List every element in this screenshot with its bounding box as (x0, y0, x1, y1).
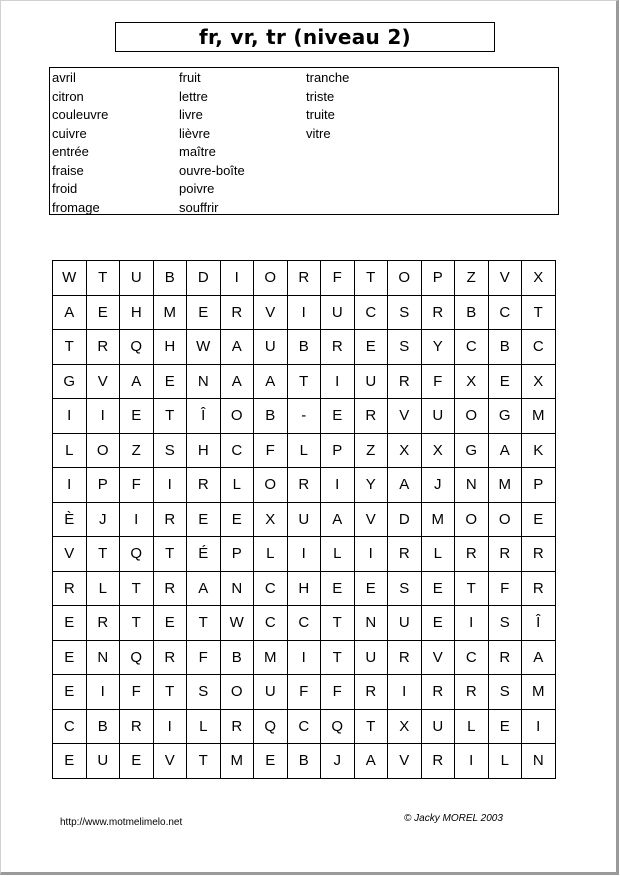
grid-cell[interactable]: U (388, 606, 422, 641)
grid-cell[interactable]: S (488, 606, 522, 641)
grid-cell[interactable]: I (522, 709, 556, 744)
grid-cell[interactable]: G (53, 364, 87, 399)
grid-cell[interactable]: E (120, 744, 154, 779)
grid-cell[interactable]: R (187, 468, 221, 503)
grid-cell[interactable]: L (488, 744, 522, 779)
word-item: lièvre (179, 125, 211, 141)
grid-cell[interactable]: V (254, 295, 288, 330)
grid-cell[interactable]: R (455, 537, 489, 572)
grid-cell[interactable]: Q (120, 537, 154, 572)
grid-cell[interactable]: L (287, 433, 321, 468)
grid-cell[interactable]: E (153, 606, 187, 641)
grid-cell[interactable]: F (254, 433, 288, 468)
grid-cell[interactable]: I (321, 468, 355, 503)
grid-cell[interactable]: - (287, 399, 321, 434)
grid-row (53, 640, 556, 675)
word-item: entrée (52, 144, 89, 159)
grid-cell[interactable]: C (522, 330, 556, 365)
grid-cell[interactable]: U (354, 640, 388, 675)
grid-cell[interactable]: N (187, 364, 221, 399)
grid-cell[interactable]: Q (120, 330, 154, 365)
grid-cell[interactable]: K (522, 433, 556, 468)
grid-cell[interactable]: B (153, 261, 187, 296)
footer-copyright: © Jacky MOREL 2003 (404, 813, 503, 824)
grid-cell[interactable]: P (220, 537, 254, 572)
grid-cell[interactable]: R (488, 640, 522, 675)
grid-cell[interactable]: N (455, 468, 489, 503)
grid-cell[interactable]: H (287, 571, 321, 606)
grid-cell[interactable]: A (120, 364, 154, 399)
grid-cell[interactable]: I (455, 744, 489, 779)
grid-cell[interactable]: A (187, 571, 221, 606)
grid-cell[interactable]: U (421, 709, 455, 744)
grid-cell[interactable]: C (53, 709, 87, 744)
grid-cell[interactable]: O (220, 675, 254, 710)
word-column (179, 69, 306, 214)
grid-cell[interactable]: R (421, 675, 455, 710)
word-item: froid (52, 181, 78, 196)
grid-cell[interactable]: M (220, 744, 254, 779)
grid-cell[interactable]: I (86, 399, 120, 434)
grid-cell[interactable]: F (287, 675, 321, 710)
grid-cell[interactable]: R (220, 709, 254, 744)
grid-cell[interactable]: W (53, 261, 87, 296)
grid-cell[interactable]: S (388, 330, 422, 365)
word-item: livre (179, 107, 203, 122)
grid-cell[interactable]: A (53, 295, 87, 330)
grid-cell[interactable]: E (120, 399, 154, 434)
word-item: fromage (52, 199, 100, 215)
grid-cell[interactable]: R (153, 571, 187, 606)
grid-cell[interactable]: I (120, 502, 154, 537)
grid-cell[interactable]: L (187, 709, 221, 744)
grid-cell[interactable]: C (488, 295, 522, 330)
grid-cell[interactable]: T (53, 330, 87, 365)
grid-cell[interactable]: T (287, 364, 321, 399)
grid-cell[interactable]: R (86, 606, 120, 641)
grid-cell[interactable]: S (388, 295, 422, 330)
grid-cell[interactable]: O (86, 433, 120, 468)
grid-cell[interactable]: F (120, 675, 154, 710)
grid-cell[interactable]: I (220, 261, 254, 296)
grid-cell[interactable]: E (321, 399, 355, 434)
grid-cell[interactable]: R (388, 364, 422, 399)
grid-cell[interactable]: E (354, 571, 388, 606)
grid-cell[interactable]: R (522, 571, 556, 606)
grid-cell[interactable]: R (455, 675, 489, 710)
footer-url: http://www.motmelimelo.net (60, 817, 183, 828)
grid-cell[interactable]: H (187, 433, 221, 468)
grid-cell[interactable]: Q (321, 709, 355, 744)
grid-row (53, 330, 556, 365)
grid-cell[interactable]: V (153, 744, 187, 779)
grid-cell[interactable]: O (455, 502, 489, 537)
grid-cell[interactable]: U (86, 744, 120, 779)
letter-grid (52, 260, 556, 779)
word-item: souffrir (179, 199, 219, 215)
grid-cell[interactable]: B (488, 330, 522, 365)
grid-cell[interactable]: E (187, 502, 221, 537)
grid-cell[interactable]: I (388, 675, 422, 710)
grid-cell[interactable]: E (254, 744, 288, 779)
grid-cell[interactable]: T (120, 571, 154, 606)
grid-row (53, 744, 556, 779)
grid-cell[interactable]: R (153, 502, 187, 537)
grid-cell[interactable]: E (220, 502, 254, 537)
grid-cell[interactable]: R (388, 640, 422, 675)
grid-cell[interactable]: H (120, 295, 154, 330)
grid-cell[interactable]: T (354, 261, 388, 296)
grid-cell[interactable]: V (421, 640, 455, 675)
grid-cell[interactable]: C (287, 709, 321, 744)
grid-cell[interactable]: P (86, 468, 120, 503)
grid-cell[interactable]: A (388, 468, 422, 503)
grid-cell[interactable]: E (53, 606, 87, 641)
grid-cell[interactable]: B (287, 744, 321, 779)
grid-cell[interactable]: R (321, 330, 355, 365)
grid-cell[interactable]: R (421, 744, 455, 779)
grid-cell[interactable]: X (455, 364, 489, 399)
grid-row (53, 261, 556, 296)
grid-cell[interactable]: A (220, 364, 254, 399)
grid-cell[interactable]: T (187, 606, 221, 641)
word-column (306, 69, 433, 214)
grid-cell[interactable]: B (254, 399, 288, 434)
grid-cell[interactable]: P (421, 261, 455, 296)
grid-cell[interactable]: R (220, 295, 254, 330)
grid-cell[interactable]: C (254, 606, 288, 641)
grid-cell[interactable]: T (153, 675, 187, 710)
grid-cell[interactable]: I (455, 606, 489, 641)
grid-cell[interactable]: B (455, 295, 489, 330)
grid-cell[interactable]: I (153, 468, 187, 503)
grid-cell[interactable]: T (354, 709, 388, 744)
grid-cell[interactable]: O (254, 261, 288, 296)
grid-cell[interactable]: W (187, 330, 221, 365)
word-item: vitre (306, 125, 331, 141)
grid-cell[interactable]: F (488, 571, 522, 606)
grid-cell[interactable]: D (187, 261, 221, 296)
grid-cell[interactable]: C (254, 571, 288, 606)
grid-cell[interactable]: V (354, 502, 388, 537)
grid-cell[interactable]: V (488, 261, 522, 296)
word-item: poivre (179, 181, 215, 196)
grid-cell[interactable]: T (86, 537, 120, 572)
grid-cell[interactable]: M (421, 502, 455, 537)
grid-cell[interactable]: E (53, 744, 87, 779)
grid-cell[interactable]: I (53, 468, 87, 503)
grid-cell[interactable]: V (86, 364, 120, 399)
grid-cell[interactable]: B (287, 330, 321, 365)
grid-cell[interactable]: N (86, 640, 120, 675)
grid-cell[interactable]: L (254, 537, 288, 572)
grid-cell[interactable]: O (455, 399, 489, 434)
grid-cell[interactable]: É (187, 537, 221, 572)
grid-cell[interactable]: C (455, 640, 489, 675)
grid-cell[interactable]: P (321, 433, 355, 468)
grid-cell[interactable]: O (220, 399, 254, 434)
grid-cell[interactable]: Y (421, 330, 455, 365)
word-item: tranche (306, 70, 350, 85)
word-item: triste (306, 88, 335, 104)
grid-cell[interactable]: E (488, 709, 522, 744)
grid-cell[interactable]: Z (120, 433, 154, 468)
grid-cell[interactable]: R (86, 330, 120, 365)
grid-cell[interactable]: M (488, 468, 522, 503)
grid-row (53, 606, 556, 641)
grid-cell[interactable]: H (153, 330, 187, 365)
grid-cell[interactable]: F (321, 675, 355, 710)
grid-cell[interactable]: V (388, 399, 422, 434)
grid-cell[interactable]: X (388, 709, 422, 744)
grid-cell[interactable]: U (254, 675, 288, 710)
word-item: couleuvre (52, 107, 109, 122)
grid-cell[interactable]: E (86, 295, 120, 330)
grid-row (53, 709, 556, 744)
grid-cell[interactable]: R (53, 571, 87, 606)
grid-cell[interactable]: I (86, 675, 120, 710)
grid-cell[interactable]: W (220, 606, 254, 641)
grid-row (53, 295, 556, 330)
grid-cell[interactable]: V (388, 744, 422, 779)
grid-cell[interactable]: L (421, 537, 455, 572)
grid-cell[interactable]: T (153, 399, 187, 434)
grid-cell[interactable]: E (488, 364, 522, 399)
grid-cell[interactable]: U (287, 502, 321, 537)
grid-row (53, 571, 556, 606)
grid-cell[interactable]: P (522, 468, 556, 503)
grid-cell[interactable]: X (522, 261, 556, 296)
grid-cell[interactable]: U (120, 261, 154, 296)
grid-cell[interactable]: L (86, 571, 120, 606)
grid-cell[interactable]: J (321, 744, 355, 779)
grid-cell[interactable]: È (53, 502, 87, 537)
grid-cell[interactable]: S (388, 571, 422, 606)
grid-row (53, 399, 556, 434)
grid-cell[interactable]: R (388, 537, 422, 572)
grid-cell[interactable]: M (522, 399, 556, 434)
grid-cell[interactable]: C (354, 295, 388, 330)
grid-row (53, 468, 556, 503)
word-item: maître (179, 144, 216, 159)
grid-row (53, 675, 556, 710)
word-item: fraise (52, 162, 84, 178)
grid-cell[interactable]: U (421, 399, 455, 434)
grid-cell[interactable]: T (153, 537, 187, 572)
grid-cell[interactable]: C (220, 433, 254, 468)
grid-cell[interactable]: T (455, 571, 489, 606)
grid-cell[interactable]: F (120, 468, 154, 503)
grid-cell[interactable]: E (421, 606, 455, 641)
grid-cell[interactable]: G (455, 433, 489, 468)
grid-cell[interactable]: V (53, 537, 87, 572)
grid-cell[interactable]: M (254, 640, 288, 675)
grid-cell[interactable]: I (287, 537, 321, 572)
grid-cell[interactable]: Q (120, 640, 154, 675)
word-column (52, 69, 179, 214)
word-item: avril (52, 70, 76, 85)
grid-cell[interactable]: Î (522, 606, 556, 641)
grid-cell[interactable]: O (388, 261, 422, 296)
grid-cell[interactable]: M (153, 295, 187, 330)
grid-cell[interactable]: R (287, 468, 321, 503)
grid-cell[interactable]: S (187, 675, 221, 710)
grid-cell[interactable]: R (153, 640, 187, 675)
grid-cell[interactable]: U (354, 364, 388, 399)
grid-cell[interactable]: E (522, 502, 556, 537)
word-item: citron (52, 88, 84, 104)
grid-cell[interactable]: I (53, 399, 87, 434)
grid-cell[interactable]: O (488, 502, 522, 537)
grid-cell[interactable]: Z (455, 261, 489, 296)
grid-cell[interactable]: D (388, 502, 422, 537)
grid-cell[interactable]: A (354, 744, 388, 779)
grid-cell[interactable]: E (53, 675, 87, 710)
grid-cell[interactable]: S (153, 433, 187, 468)
grid-cell[interactable]: A (488, 433, 522, 468)
grid-cell[interactable]: X (388, 433, 422, 468)
grid-cell[interactable]: R (488, 537, 522, 572)
grid-cell[interactable]: L (455, 709, 489, 744)
grid-cell[interactable]: G (488, 399, 522, 434)
word-item: truite (306, 107, 335, 122)
grid-cell[interactable]: R (421, 295, 455, 330)
grid-cell[interactable]: E (321, 571, 355, 606)
grid-cell[interactable]: O (254, 468, 288, 503)
grid-cell[interactable]: A (321, 502, 355, 537)
grid-cell[interactable]: L (321, 537, 355, 572)
grid-cell[interactable]: T (522, 295, 556, 330)
grid-cell[interactable]: E (53, 640, 87, 675)
grid-cell[interactable]: X (421, 433, 455, 468)
grid-cell[interactable]: B (86, 709, 120, 744)
grid-cell[interactable]: T (187, 744, 221, 779)
grid-row (53, 502, 556, 537)
grid-cell[interactable]: I (321, 364, 355, 399)
grid-cell[interactable]: S (488, 675, 522, 710)
grid-cell[interactable]: X (522, 364, 556, 399)
grid-cell[interactable]: Y (354, 468, 388, 503)
grid-cell[interactable]: R (354, 399, 388, 434)
grid-cell[interactable]: Z (354, 433, 388, 468)
grid-cell[interactable]: R (120, 709, 154, 744)
grid-cell[interactable]: Î (187, 399, 221, 434)
grid-cell[interactable]: E (153, 364, 187, 399)
grid-cell[interactable]: E (421, 571, 455, 606)
grid-cell[interactable]: E (187, 295, 221, 330)
grid-cell[interactable]: A (522, 640, 556, 675)
grid-cell[interactable]: N (522, 744, 556, 779)
word-item: lettre (179, 88, 208, 104)
page-title: fr, vr, tr (niveau 2) (199, 25, 411, 49)
grid-cell[interactable]: F (187, 640, 221, 675)
word-list (49, 67, 559, 215)
grid-cell[interactable]: C (455, 330, 489, 365)
word-item: ouvre-boîte (179, 162, 245, 178)
grid-cell[interactable]: J (421, 468, 455, 503)
grid-row (53, 537, 556, 572)
grid-cell[interactable]: R (354, 675, 388, 710)
grid-cell[interactable]: M (522, 675, 556, 710)
grid-row (53, 433, 556, 468)
grid-cell[interactable]: I (287, 295, 321, 330)
grid-cell[interactable]: F (421, 364, 455, 399)
grid-cell[interactable]: A (254, 364, 288, 399)
grid-cell[interactable]: I (153, 709, 187, 744)
title-box (115, 22, 495, 52)
word-item: cuivre (52, 125, 87, 141)
grid-cell[interactable]: T (120, 606, 154, 641)
grid-cell[interactable]: I (354, 537, 388, 572)
grid-cell[interactable]: L (220, 468, 254, 503)
grid-cell[interactable]: U (321, 295, 355, 330)
grid-cell[interactable]: T (321, 606, 355, 641)
grid-cell[interactable]: T (86, 261, 120, 296)
grid-cell[interactable]: R (522, 537, 556, 572)
grid-cell[interactable]: E (354, 330, 388, 365)
grid-cell[interactable]: A (220, 330, 254, 365)
grid-row (53, 364, 556, 399)
word-item: fruit (179, 70, 201, 85)
grid-cell[interactable]: R (287, 261, 321, 296)
grid-cell[interactable]: Q (254, 709, 288, 744)
grid-cell[interactable]: I (287, 640, 321, 675)
grid-cell[interactable]: X (254, 502, 288, 537)
grid-cell[interactable]: B (220, 640, 254, 675)
grid-cell[interactable]: C (287, 606, 321, 641)
grid-cell[interactable]: U (254, 330, 288, 365)
grid-cell[interactable]: N (354, 606, 388, 641)
grid-cell[interactable]: L (53, 433, 87, 468)
grid-cell[interactable]: T (321, 640, 355, 675)
grid-cell[interactable]: N (220, 571, 254, 606)
grid-cell[interactable]: F (321, 261, 355, 296)
grid-cell[interactable]: J (86, 502, 120, 537)
